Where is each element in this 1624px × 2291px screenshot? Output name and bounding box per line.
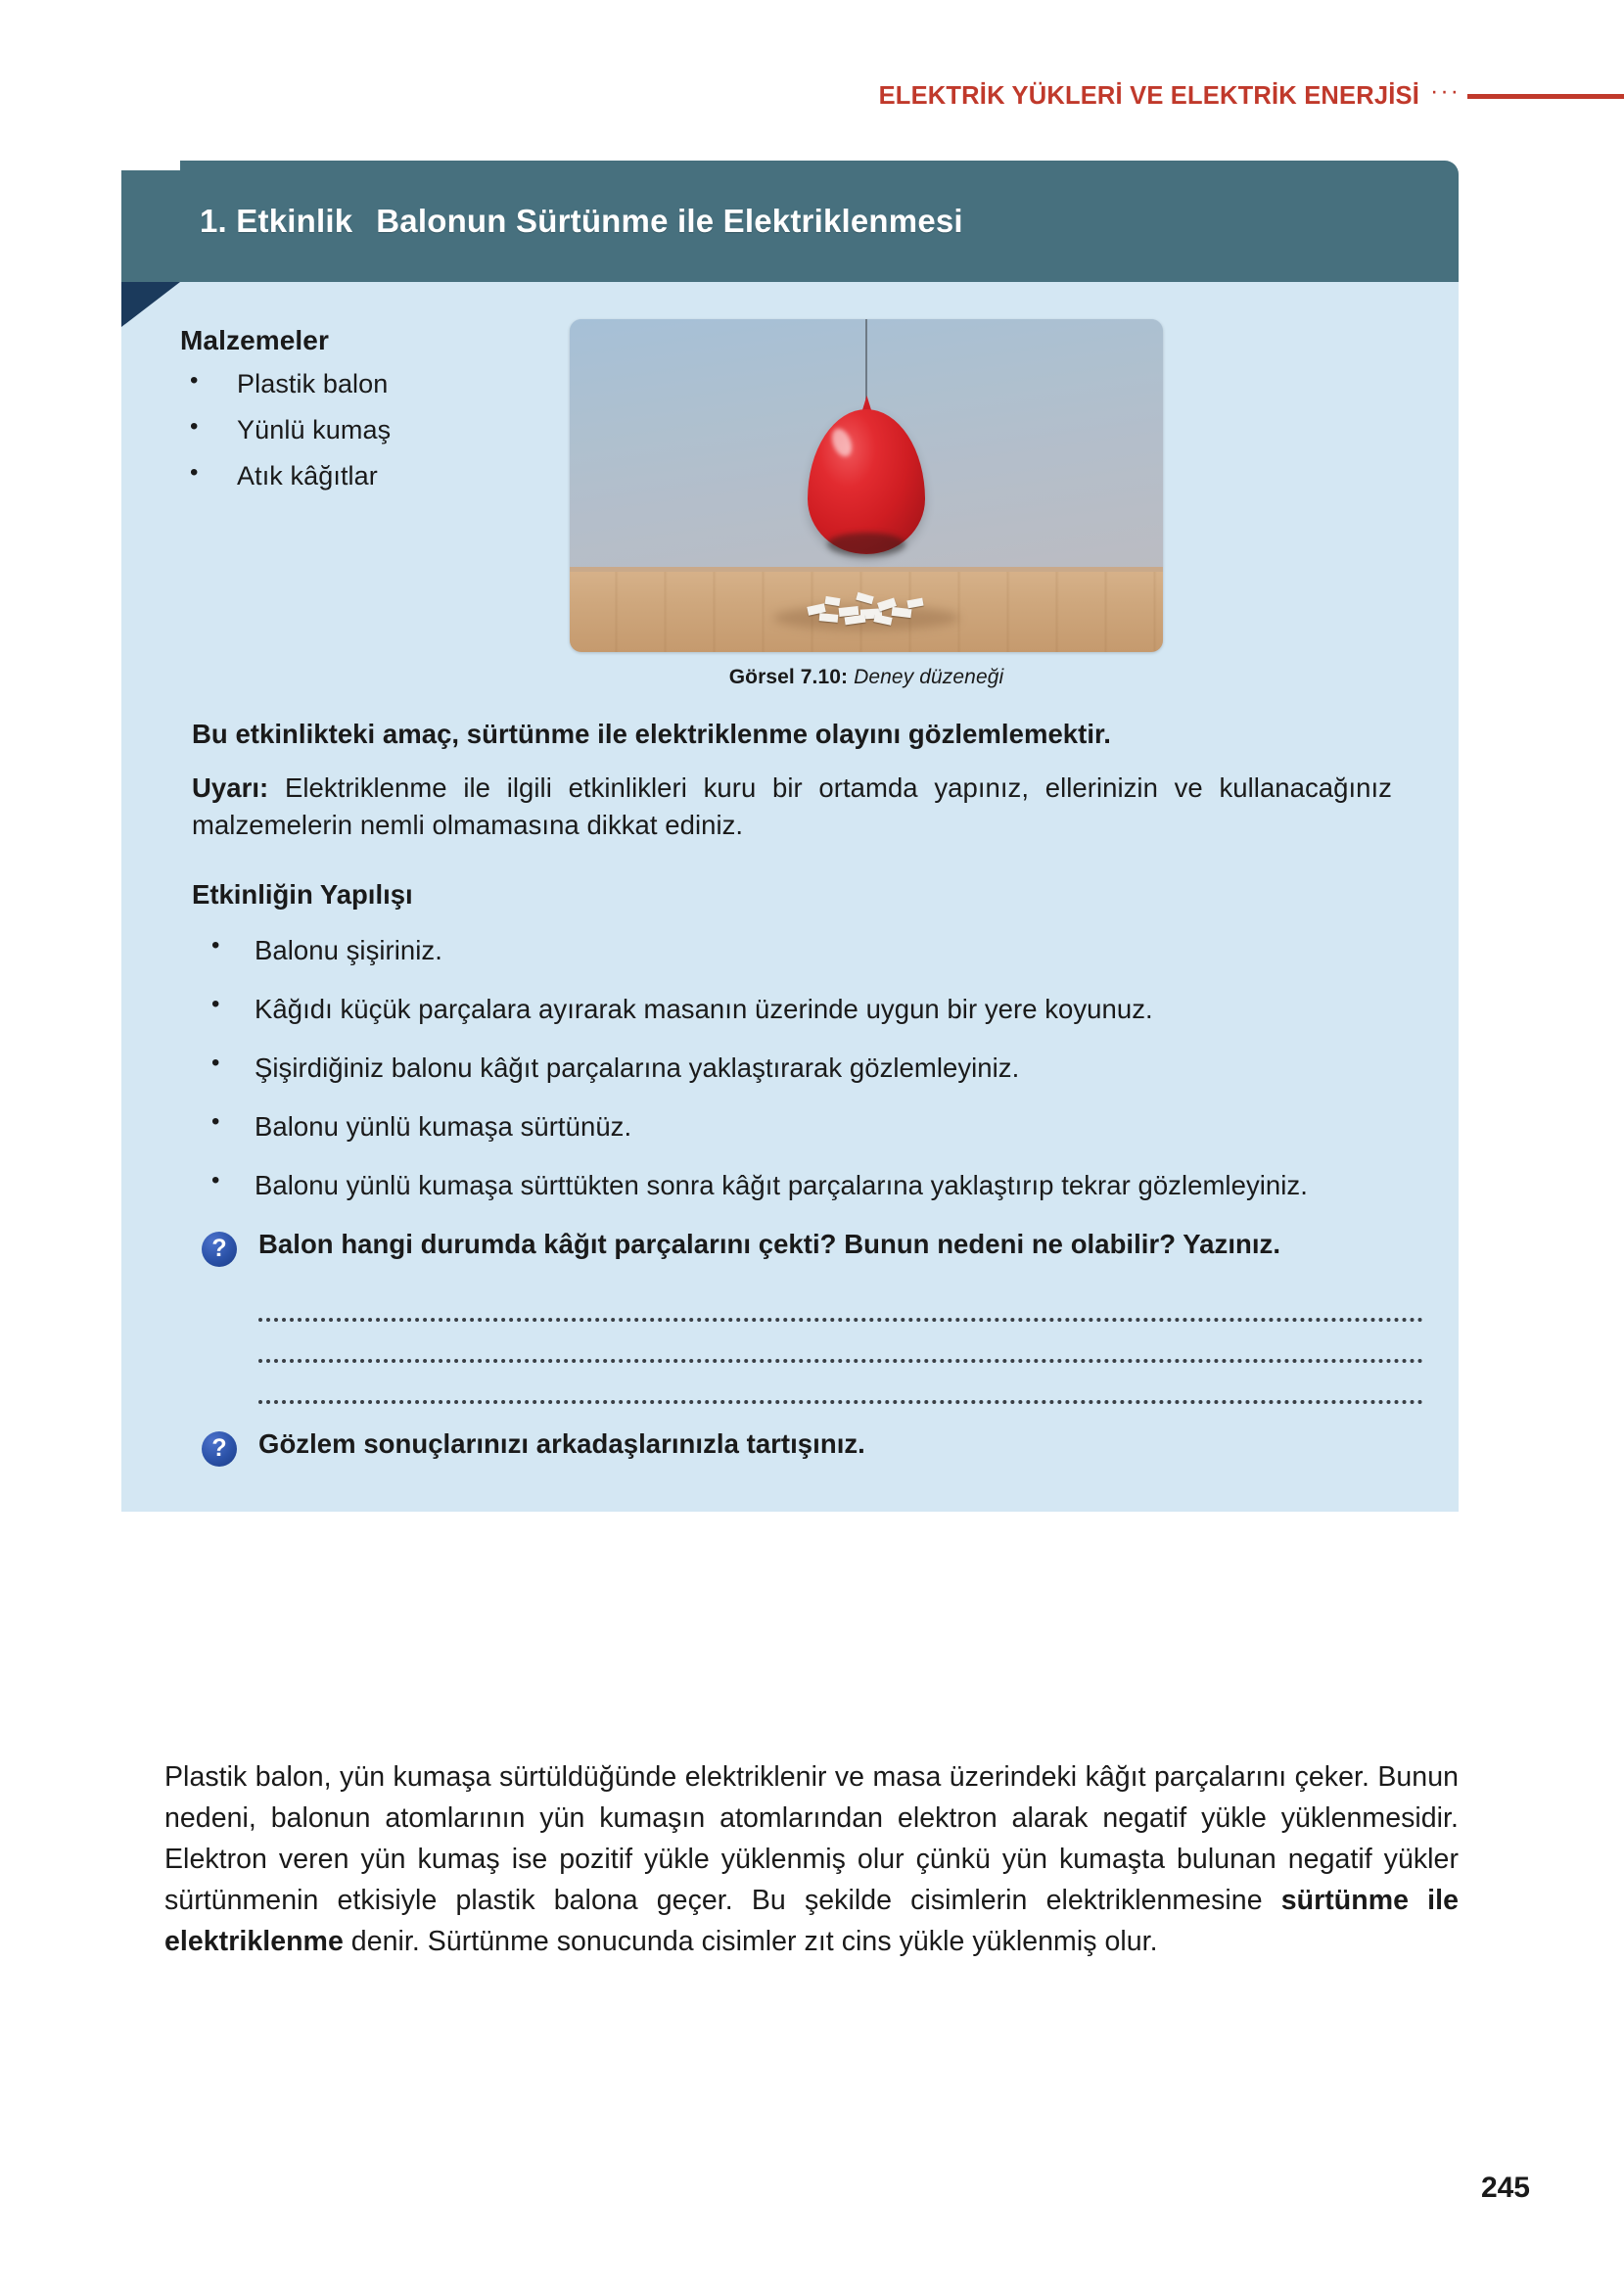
balloon-string	[865, 319, 867, 399]
activity-panel	[121, 161, 1459, 1512]
list-item: • Yünlü kumaş	[180, 415, 542, 445]
header-dots-ornament: ···	[1430, 76, 1461, 105]
warning-text: Elektriklenme ile ilgili etkinlikleri kuru bir ortamda yapınız, ellerinizin ve kullanacağınız malzemelerin nemli olmamasına dikkat ediniz.	[192, 772, 1392, 840]
figure-caption-label: Görsel 7.10:	[728, 666, 849, 688]
chapter-title: ELEKTRİK YÜKLERİ VE ELEKTRİK ENERJİSİ	[878, 81, 1420, 110]
warning-label: Uyarı:	[192, 772, 269, 803]
list-item: • Balonu şişiriniz.	[192, 932, 1400, 969]
activity-warning	[180, 770, 1392, 844]
materials-list	[180, 369, 542, 491]
list-item: • Balonu yünlü kumaşa sürtünüz.	[192, 1108, 1400, 1146]
experiment-setup-photo	[570, 319, 1163, 652]
figure-block	[570, 319, 1163, 689]
procedure-steps-list	[180, 932, 1400, 1204]
question-mark-icon: ?	[202, 1232, 237, 1267]
materials-section	[180, 319, 542, 507]
answer-lines-group	[180, 1281, 1400, 1404]
explanation-paragraph	[164, 1757, 1459, 1962]
header-rule	[1467, 94, 1624, 99]
figure-caption	[570, 666, 1163, 689]
activity-header-title	[121, 203, 963, 240]
question-text: Gözlem sonuçlarınızı arkadaşlarınızla tartışınız.	[258, 1427, 865, 1459]
list-item: • Şişirdiğiniz balonu kâğıt parçalarına yaklaştırarak gözlemleyiniz.	[192, 1050, 1400, 1087]
paper-pieces	[806, 591, 933, 625]
procedure-title: Etkinliğin Yapılışı	[192, 878, 413, 910]
explanation-part-2: denir. Sürtünme sonucunda cisimler zıt cins yükle yüklenmiş olur.	[343, 1925, 1158, 1957]
running-header	[0, 76, 1624, 116]
answer-line[interactable]	[258, 1281, 1423, 1322]
materials-title: Malzemeler	[180, 325, 329, 355]
activity-number-label: 1. Etkinlik	[200, 203, 353, 239]
question-block-2	[180, 1426, 1400, 1467]
explanation-part-1: Plastik balon, yün kumaşa sürtüldüğünde elektriklenir ve masa üzerindeki kâğıt parçalarını çeker. Bunun nedeni, balonun atomlarının yün kumaşın atomlarından elektron alarak negatif yükle yüklenmesidir. Elektron veren yün kumaş ise pozitif yükle yüklenmiş olur çünkü yün kumaşta bulunan negatif yükler sürtünmenin etkisiyle plastik balona geçer. Bu şekilde cisimlerin elektriklenmesine	[164, 1761, 1459, 1916]
question-text: Balon hangi durumda kâğıt parçalarını çekti? Bunun nedeni ne olabilir? Yazınız.	[258, 1228, 1281, 1259]
activity-body	[121, 282, 1459, 1512]
question-mark-icon: ?	[202, 1431, 237, 1467]
question-block-1	[180, 1226, 1400, 1267]
list-item: • Balonu yünlü kumaşa sürttükten sonra kâğıt parçalarına yaklaştırıp tekrar gözlemleyiniz.	[192, 1167, 1400, 1204]
activity-title-text: Balonun Sürtünme ile Elektriklenmesi	[376, 203, 963, 239]
figure-caption-text: Deney düzeneği	[854, 666, 1004, 688]
answer-line[interactable]	[258, 1322, 1423, 1363]
activity-aim: Bu etkinlikteki amaç, sürtünme ile elektriklenme olayını gözlemlemektir.	[192, 719, 1111, 749]
list-item: • Plastik balon	[180, 369, 542, 399]
balloon-underside-shadow	[827, 533, 905, 556]
page-number: 245	[1480, 2172, 1530, 2204]
answer-line[interactable]	[258, 1363, 1423, 1404]
materials-and-figure-row	[180, 319, 1400, 689]
explanation-bold-term: sürtünme ile elektriklenme	[164, 1884, 1459, 1957]
list-item: • Kâğıdı küçük parçalara ayırarak masanın üzerinde uygun bir yere koyunuz.	[192, 991, 1400, 1028]
activity-header-bar	[121, 161, 1459, 282]
fold-corner-ornament	[121, 282, 180, 327]
list-item: • Atık kâğıtlar	[180, 461, 542, 491]
